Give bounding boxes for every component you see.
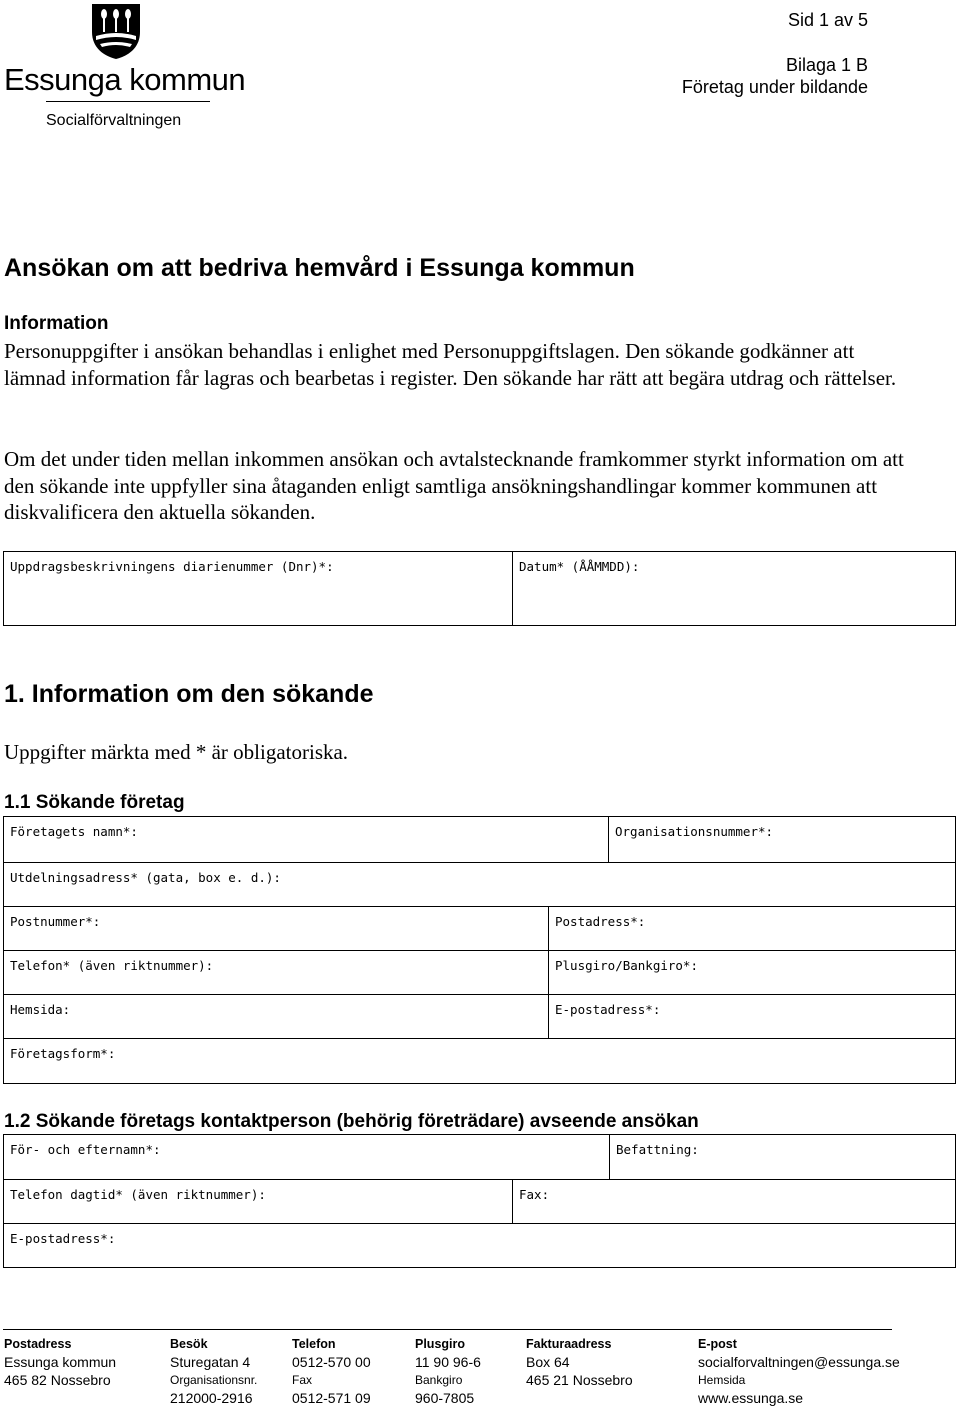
phone-field[interactable] (4, 951, 548, 994)
footer-plusgiro-heading: Plusgiro (415, 1337, 466, 1351)
org-name: Essunga kommun (4, 62, 246, 97)
address-label: Utdelningsadress* (gata, box e. d.): (10, 870, 281, 885)
postal-address-field[interactable] (548, 907, 955, 950)
dnr-label: Uppdragsbeskrivningens diarienummer (Dnr)*: (10, 559, 334, 574)
required-note: Uppgifter märkta med * är obligatoriska. (4, 740, 349, 764)
fax-field[interactable] (512, 1180, 955, 1223)
date-field[interactable] (512, 552, 955, 625)
information-paragraph-1: Personuppgifter i ansökan behandlas i enlighet med Personuppgiftslagen. Den sökande godkänner att lämnad information får lagras och bearbetas i register. Den sökande har rätt att begära utdrag och rättelser. (4, 339, 897, 390)
company-name-field[interactable] (4, 817, 608, 862)
footer-divider (3, 1329, 892, 1330)
department-name: Socialförvaltningen (46, 112, 182, 129)
giro-field[interactable] (548, 951, 955, 994)
footer-faktura-line2: 465 21 Nossebro (526, 1372, 633, 1388)
document-subtitle: Företag under bildande (681, 77, 868, 97)
municipality-logo (4, 2, 246, 132)
footer-postadress-line2: 465 82 Nossebro (4, 1372, 111, 1388)
section-1-heading: 1. Information om den sökande (4, 680, 374, 708)
footer-faktura-heading: Fakturaadress (526, 1337, 612, 1351)
footer-besok-line3: 212000-2916 (170, 1390, 253, 1406)
position-label: Befattning: (616, 1142, 699, 1157)
section-1-2-heading: 1.2 Sökande företags kontaktperson (behörig företrädare) avseende ansökan (4, 1111, 699, 1132)
page-indicator: Sid 1 av 5 (787, 10, 868, 30)
footer-epost-heading: E-post (698, 1337, 737, 1351)
company-form (3, 816, 956, 1084)
org-number-label: Organisationsnummer*: (615, 824, 774, 839)
footer-telefon-line2: Fax (292, 1373, 313, 1387)
postal-code-label: Postnummer*: (10, 914, 101, 929)
contact-name-label: För- och efternamn*: (10, 1142, 161, 1157)
footer-plusgiro-line1: 11 90 96-6 (415, 1354, 481, 1370)
email-field[interactable] (548, 995, 955, 1038)
contact-person-form (3, 1134, 956, 1268)
footer-plusgiro-line2: Bankgiro (415, 1373, 463, 1387)
footer-faktura-line1: Box 64 (526, 1354, 570, 1370)
giro-label: Plusgiro/Bankgiro*: (555, 958, 698, 973)
website-field[interactable] (4, 995, 548, 1038)
attachment-label: Bilaga 1 B (785, 55, 868, 75)
footer-besok-line1: Sturegatan 4 (170, 1354, 251, 1370)
information-paragraph-2: Om det under tiden mellan inkommen ansökan och avtalstecknande framkommer styrkt information om att den sökande inte uppfyller sina åtaganden enligt samtliga ansökningshandlingar kommer kommunen att diskvalificera den aktuella sökanden. (4, 447, 904, 524)
company-name-label: Företagets namn*: (10, 824, 138, 839)
footer-postadress-line1: Essunga kommun (4, 1354, 117, 1370)
footer-telefon-line3: 0512-571 09 (292, 1390, 371, 1406)
footer-plusgiro (415, 1335, 481, 1407)
section-1-1-heading: 1.1 Sökande företag (4, 792, 185, 813)
org-number-field[interactable] (608, 817, 955, 862)
email-label: E-postadress*: (555, 1002, 661, 1017)
date-label: Datum* (ÅÅMMDD): (519, 559, 640, 574)
footer-epost-line2: Hemsida (698, 1373, 746, 1387)
page-title: Ansökan om att bedriva hemvård i Essunga kommun (4, 254, 635, 282)
fax-label: Fax: (519, 1187, 550, 1202)
postal-address-label: Postadress*: (555, 914, 646, 929)
footer-email-link[interactable]: socialforvaltningen@essunga.se (698, 1354, 900, 1370)
website-label: Hemsida: (10, 1002, 71, 1017)
footer-besok-line2: Organisationsnr. (170, 1373, 258, 1387)
dnr-date-form (3, 551, 956, 626)
address-field[interactable] (4, 863, 955, 906)
footer-epost (698, 1335, 900, 1407)
phone-day-field[interactable] (4, 1180, 512, 1223)
logo-divider (46, 101, 210, 102)
coat-of-arms-icon (90, 2, 142, 60)
company-form-label: Företagsform*: (10, 1046, 116, 1061)
dnr-field[interactable] (4, 552, 512, 625)
postal-code-field[interactable] (4, 907, 548, 950)
footer-telefon (292, 1335, 371, 1407)
footer-besok-heading: Besök (170, 1337, 208, 1351)
company-form-field[interactable] (4, 1039, 955, 1083)
footer-plusgiro-line3: 960-7805 (415, 1390, 475, 1406)
information-heading: Information (4, 313, 109, 334)
footer-postadress-heading: Postadress (4, 1337, 72, 1351)
position-field[interactable] (609, 1135, 955, 1179)
contact-name-field[interactable] (4, 1135, 609, 1179)
contact-email-field[interactable] (4, 1224, 955, 1267)
phone-day-label: Telefon dagtid* (även riktnummer): (10, 1187, 266, 1202)
footer-besok (170, 1335, 257, 1407)
footer-postadress (4, 1335, 116, 1389)
footer-telefon-line1: 0512-570 00 (292, 1354, 371, 1370)
phone-label: Telefon* (även riktnummer): (10, 958, 214, 973)
footer-website-link[interactable]: www.essunga.se (698, 1390, 804, 1406)
footer-telefon-heading: Telefon (292, 1337, 336, 1351)
footer-faktura (526, 1335, 633, 1389)
contact-email-label: E-postadress*: (10, 1231, 116, 1246)
